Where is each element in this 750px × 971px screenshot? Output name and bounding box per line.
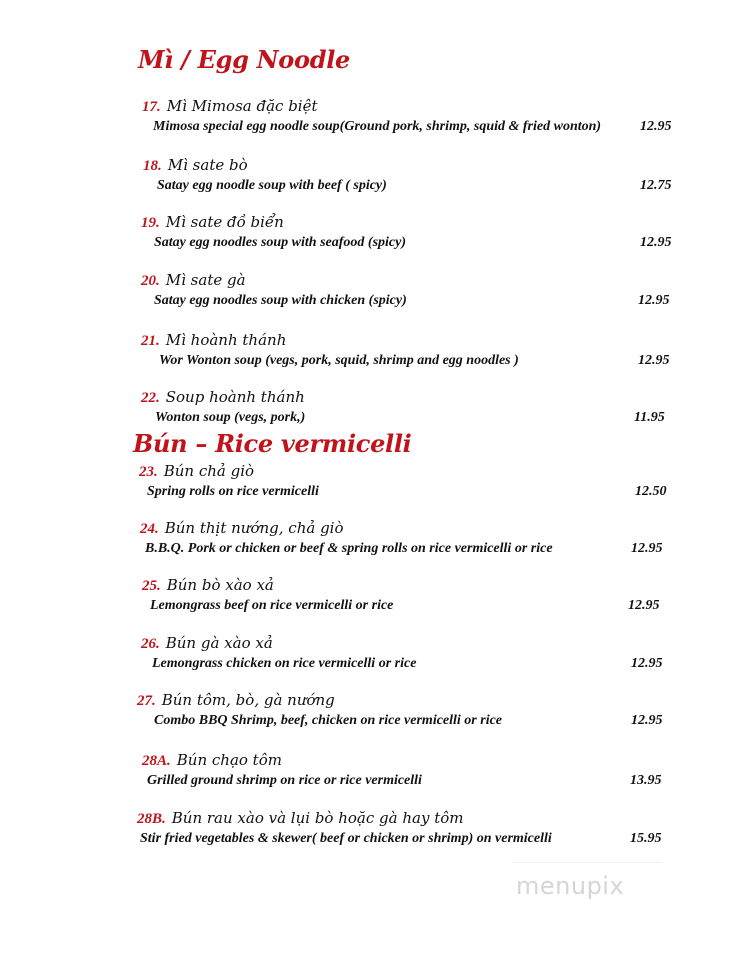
menu-item-27 — [0, 691, 750, 737]
item-price: 12.75 — [640, 178, 672, 193]
item-vietnamese-name: Bún rau xào và lụi bò hoặc gà hay tôm — [171, 809, 464, 827]
item-price: 13.95 — [630, 773, 662, 788]
item-price: 12.95 — [631, 656, 663, 671]
item-number: 20. — [141, 273, 160, 289]
item-price: 12.95 — [638, 353, 670, 368]
watermark-logo: menupix — [516, 872, 625, 900]
menu-item-22 — [0, 388, 750, 434]
item-number: 19. — [141, 215, 160, 231]
item-price: 12.95 — [640, 235, 672, 250]
item-price: 12.95 — [628, 598, 660, 613]
item-vietnamese-name: Bún chạo tôm — [176, 751, 282, 769]
item-english-description: Satay egg noodles soup with chicken (spicy) — [154, 293, 407, 308]
menu-item-21 — [0, 331, 750, 377]
item-price: 15.95 — [630, 831, 662, 846]
item-number: 26. — [141, 636, 160, 652]
item-price: 12.95 — [638, 293, 670, 308]
item-number: 28B. — [137, 811, 166, 827]
menu-item-20 — [0, 271, 750, 317]
item-english-description: Mimosa special egg noodle soup(Ground pork, shrimp, squid & fried wonton) — [153, 119, 602, 134]
item-price: 12.95 — [631, 713, 663, 728]
menu-item-28a — [0, 751, 750, 797]
item-english-description: Wonton soup (vegs, pork,) — [155, 410, 306, 425]
item-english-description: Grilled ground shrimp on rice or rice vermicelli — [147, 773, 422, 788]
item-number: 21. — [141, 333, 160, 349]
item-english-description: Spring rolls on rice vermicelli — [147, 484, 319, 499]
item-english-description: Lemongrass beef on rice vermicelli or rice — [150, 598, 394, 613]
menu-item-17 — [0, 97, 750, 143]
item-vietnamese-name: Mì Mimosa đặc biệt — [166, 97, 318, 115]
item-english-description: Stir fried vegetables & skewer( beef or chicken or shrimp) on vermicelli — [140, 831, 552, 846]
item-price: 11.95 — [634, 410, 665, 425]
item-number: 27. — [137, 693, 156, 709]
item-english-description: Combo BBQ Shrimp, beef, chicken on rice vermicelli or rice — [154, 713, 503, 728]
item-price: 12.95 — [631, 541, 663, 556]
item-vietnamese-name: Soup hoành thánh — [165, 388, 305, 406]
watermark-divider — [512, 862, 662, 863]
item-price: 12.95 — [640, 119, 672, 134]
item-number: 22. — [141, 390, 160, 406]
menu-item-19 — [0, 213, 750, 259]
item-vietnamese-name: Bún chả giò — [163, 462, 255, 480]
item-number: 23. — [139, 464, 158, 480]
item-vietnamese-name: Mì sate bò — [167, 156, 248, 174]
item-number: 25. — [142, 578, 161, 594]
menu-item-28b — [0, 809, 750, 855]
item-english-description: Lemongrass chicken on rice vermicelli or rice — [152, 656, 417, 671]
item-number: 17. — [142, 99, 161, 115]
item-english-description: Satay egg noodles soup with seafood (spicy) — [154, 235, 406, 250]
menu-item-23 — [0, 462, 750, 508]
item-vietnamese-name: Bún thịt nướng, chả giò — [164, 519, 344, 537]
item-vietnamese-name: Bún tôm, bò, gà nướng — [161, 691, 335, 709]
menu-item-26 — [0, 634, 750, 680]
item-number: 28A. — [142, 753, 171, 769]
item-price: 12.50 — [635, 484, 667, 499]
item-number: 18. — [143, 158, 162, 174]
menu-item-25 — [0, 576, 750, 622]
item-number: 24. — [140, 521, 159, 537]
item-vietnamese-name: Bún bò xào xả — [166, 576, 274, 594]
item-english-description: Satay egg noodle soup with beef ( spicy) — [157, 178, 387, 193]
item-vietnamese-name: Bún gà xào xả — [165, 634, 273, 652]
item-vietnamese-name: Mì hoành thánh — [165, 331, 287, 349]
section-title-egg-noodle: Mì / Egg Noodle — [138, 45, 350, 74]
menu-item-18 — [0, 156, 750, 202]
item-vietnamese-name: Mì sate đồ biển — [165, 213, 284, 231]
item-english-description: B.B.Q. Pork or chicken or beef & spring rolls on rice vermicelli or rice — [145, 541, 553, 556]
section-title-rice-vermicelli: Bún – Rice vermicelli — [133, 429, 412, 458]
menu-item-24 — [0, 519, 750, 565]
item-english-description: Wor Wonton soup (vegs, pork, squid, shrimp and egg noodles ) — [159, 353, 519, 368]
item-vietnamese-name: Mì sate gà — [165, 271, 246, 289]
